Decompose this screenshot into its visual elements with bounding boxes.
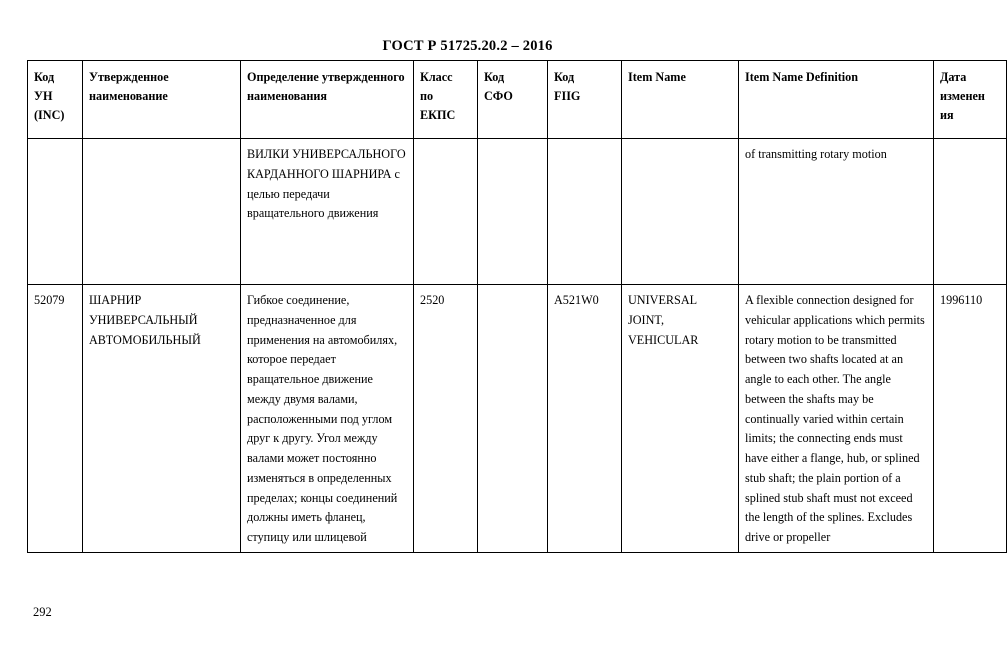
column-header-definition: Определение утвержденного наименования — [241, 61, 414, 139]
column-header-date — [934, 61, 1007, 139]
table-row — [28, 285, 1007, 553]
page-number: 292 — [33, 605, 52, 619]
column-header-fiig — [548, 61, 622, 139]
cell-code-un — [28, 139, 83, 285]
column-header-fiig-line2: FIIG — [554, 88, 581, 103]
cell-ekps — [414, 139, 478, 285]
table-header-row — [28, 61, 1007, 139]
column-header-ekps — [414, 61, 478, 139]
column-header-code-un-line2: УН — [34, 88, 53, 103]
cell-sfo — [478, 285, 548, 553]
column-header-sfo-line1: Код — [484, 70, 505, 84]
table-header — [28, 61, 1007, 139]
table-row — [28, 139, 1007, 285]
column-header-ekps-line3: ЕКПС — [420, 107, 456, 122]
column-header-ekps-line2: по — [420, 88, 434, 103]
column-header-sfo-line2: СФО — [484, 88, 513, 103]
cell-date: 1996110 — [934, 285, 1007, 553]
column-header-sfo — [478, 61, 548, 139]
column-header-date-line3: ия — [940, 107, 954, 122]
cell-fiig — [548, 139, 622, 285]
column-header-item-name: Item Name — [622, 61, 739, 139]
column-header-item-name-definition: Item Name Definition — [739, 61, 934, 139]
cell-sfo — [478, 139, 548, 285]
cell-definition: ВИЛКИ УНИВЕРСАЛЬНОГО КАРДАННОГО ШАРНИРА с целью передачи вращательного движения — [241, 139, 414, 285]
column-header-code-un-line3: (INC) — [34, 107, 65, 122]
cell-approved-name — [83, 139, 241, 285]
cell-approved-name: ШАРНИР УНИВЕРСАЛЬНЫЙ АВТОМОБИЛЬНЫЙ — [83, 285, 241, 553]
column-header-fiig-line1: Код — [554, 70, 575, 84]
cell-item-name: UNIVERSAL JOINT, VEHICULAR — [622, 285, 739, 553]
column-header-approved-name: Утвержденное наименование — [83, 61, 241, 139]
cell-definition: Гибкое соединение, предназначенное для применения на автомобилях, которое передает вращательное движение между двумя валами, расположенными под углом друг к другу. Угол между валами может постоянно изменяться в определенных пределах; концы соединений должны иметь фланец, ступицу или шлицевой — [241, 285, 414, 553]
column-header-date-line2: изменен — [940, 88, 985, 103]
table-body — [28, 139, 1007, 553]
cell-item-name-definition: of transmitting rotary motion — [739, 139, 934, 285]
column-header-date-line1: Дата — [940, 70, 967, 84]
cell-ekps: 2520 — [414, 285, 478, 553]
cell-item-name-definition: A flexible connection designed for vehicular applications which permits rotary motion to be transmitted between two shafts located at an angle to each other. The angle between the shafts may be continually varied within certain limits; the connecting ends must have either a flange, hub, or splined stub shaft; the plain portion of a splined stub shaft must not exceed the length of the splines. Excludes drive or propeller — [739, 285, 934, 553]
cell-date — [934, 139, 1007, 285]
column-header-code-un — [28, 61, 83, 139]
gost-table — [27, 60, 1007, 553]
cell-fiig: A521W0 — [548, 285, 622, 553]
cell-code-un: 52079 — [28, 285, 83, 553]
column-header-ekps-line1: Класс — [420, 70, 453, 84]
column-header-code-un-line1: Код — [34, 70, 55, 84]
cell-item-name — [622, 139, 739, 285]
page-title: ГОСТ Р 51725.20.2 – 2016 — [382, 38, 553, 54]
